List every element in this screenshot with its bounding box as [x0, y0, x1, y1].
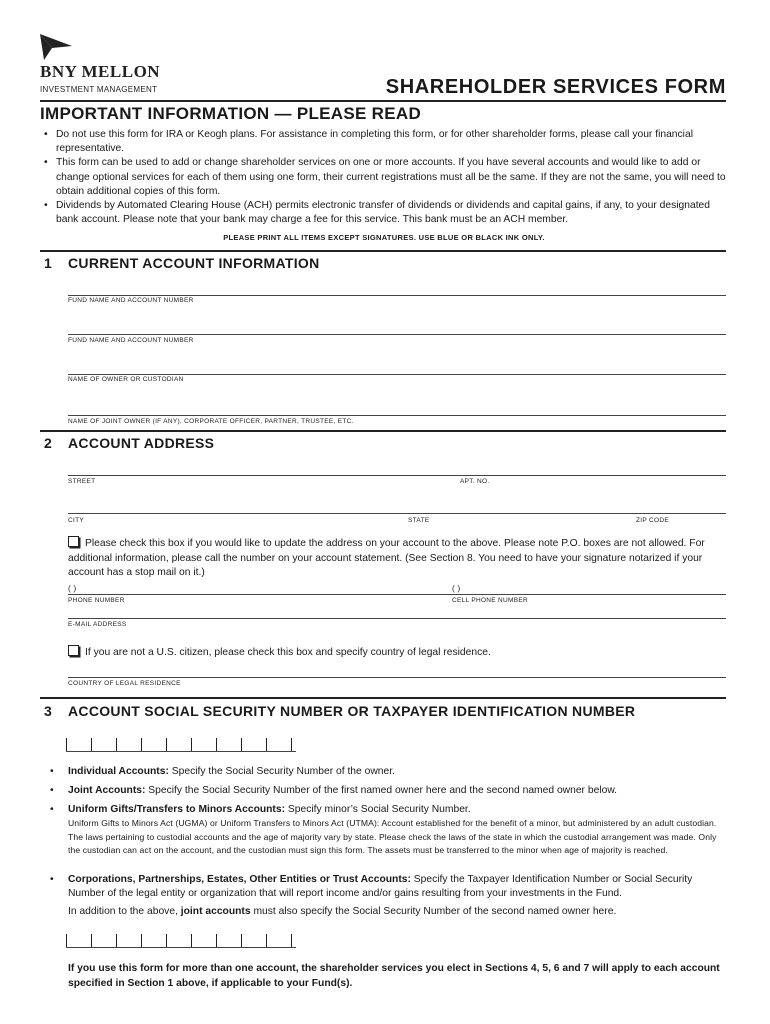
- section2-rule: [40, 430, 726, 432]
- field-label: COUNTRY OF LEGAL RESIDENCE: [68, 680, 181, 687]
- field-label: STREET: [68, 478, 96, 485]
- section3-number: 3: [44, 703, 52, 719]
- owner-name-field[interactable]: [68, 374, 726, 375]
- bullet-text: Specify the Social Security Number of the first named owner here and the second named owner below.: [145, 785, 618, 796]
- field-label: NAME OF OWNER OR CUSTODIAN: [68, 376, 184, 383]
- addl-post: must also specify the Social Security Number of the second named owner here.: [250, 906, 617, 917]
- section1-title: CURRENT ACCOUNT INFORMATION: [68, 255, 320, 271]
- field-label: FUND NAME AND ACCOUNT NUMBER: [68, 337, 194, 344]
- ssn-boxes-2[interactable]: [66, 934, 292, 948]
- important-bullet: • Do not use this form for IRA or Keogh plans. For assistance in completing this form, or for other shareholder forms, please call your financial representative.: [40, 128, 728, 156]
- address-update-text: Please check this box if you would like to update the address on your account to the above. Please note P.O. boxes are not allowed. For additional information, please call the number on your account statement. (See Section 8. You need to have your signature notarized if your account has a stop mail on it.): [68, 538, 705, 578]
- fund-account-1-field[interactable]: [68, 295, 726, 296]
- fund-account-2-field[interactable]: [68, 334, 726, 335]
- bullet-bold: Corporations, Partnerships, Estates, Other Entities or Trust Accounts:: [68, 874, 411, 885]
- section2-title: ACCOUNT ADDRESS: [68, 435, 215, 451]
- ugma-detail: Uniform Gifts to Minors Act (UGMA) or Uniform Transfers to Minors Act (UTMA): Account established for the benefit of a minor, but administered by an adult custodian. The laws pertaining to custodial accounts and the age of majority vary by state. Please check the laws of the state in which the custodial arrangement was made. Only the custodian can act on the account, and the custodian must sign this form. The assets must be transferred to the minor when age of majority is reached.: [68, 818, 717, 855]
- field-label: E-MAIL ADDRESS: [68, 621, 127, 628]
- city-state-zip-field[interactable]: [68, 513, 726, 514]
- country-field[interactable]: [68, 677, 726, 678]
- bullet-joint: • Joint Accounts: Specify the Social Security Number of the first named owner here and the second named owner below.: [50, 785, 618, 796]
- print-note: PLEASE PRINT ALL ITEMS EXCEPT SIGNATURES. USE BLUE OR BLACK INK ONLY.: [223, 233, 545, 242]
- brand-subtitle: INVESTMENT MANAGEMENT: [40, 85, 158, 94]
- address-update-checkbox[interactable]: [68, 536, 79, 547]
- field-label: PHONE NUMBER: [68, 597, 125, 604]
- bullet-ugma: • Uniform Gifts/Transfers to Minors Accounts: Specify minor’s Social Security Number. Uniform Gifts to Minors Act (UGMA) or Uniform Transfers to Minors Act (UTMA): Account established for the benefit of a minor, but administered by an adult custodian. The laws pertaining to custodial accounts and the age of majority vary by state. Please check the laws of the state in which the custodial arrangement was made. Only the custodian can act on the account, and the custodian must sign this form. The assets must be transferred to the minor when age of majority is reached.: [54, 803, 726, 858]
- section3-rule: [40, 697, 726, 699]
- field-label: STATE: [408, 517, 430, 524]
- bullet-corporations: • Corporations, Partnerships, Estates, Other Entities or Trust Accounts: Specify the Taxpayer Identification Number or Social Security Number of the legal entity or organization that will report income and/or gains resulting from your investments in the Fund.: [50, 874, 693, 899]
- bullet-text: Specify the Social Security Number of the owner.: [168, 766, 395, 777]
- citizen-text: If you are not a U.S. citizen, please check this box and specify country of legal residence.: [85, 647, 491, 658]
- field-label: ZIP CODE: [636, 517, 669, 524]
- joint-owner-field[interactable]: [68, 415, 726, 416]
- brand-name: BNY MELLON: [40, 62, 161, 81]
- bullet-text: Specify the Taxpayer Identification Number or Social Security Number of the legal entity or organization that will report income and/or gains resulting from your investments in the Fund.: [68, 874, 693, 899]
- ssn-baseline-1: [66, 751, 296, 752]
- phone-field[interactable]: [68, 594, 726, 595]
- field-label: CELL PHONE NUMBER: [452, 597, 529, 604]
- field-label: APT. NO.: [460, 478, 490, 485]
- section1-rule: [40, 250, 726, 252]
- important-bullet: • Dividends by Automated Clearing House (ACH) permits electronic transfer of dividends or dividends and capital gains, if any, to your designated bank account. Please note that your bank may charge a fee for this service. This bank must be an ACH member.: [40, 199, 728, 227]
- important-bullets: [40, 128, 728, 227]
- addl-pre: In addition to the above,: [68, 906, 181, 917]
- final-note: If you use this form for more than one account, the shareholder services you elect in Sections 4, 5, 6 and 7 will apply to each account specified in Section 1 above, if applicable to your Fund(s).: [68, 963, 720, 989]
- ssn-boxes-1[interactable]: [66, 738, 292, 752]
- email-field[interactable]: [68, 618, 726, 619]
- addl-bold: joint accounts: [180, 906, 251, 917]
- field-label: CITY: [68, 517, 85, 524]
- form-title: SHAREHOLDER SERVICES FORM: [385, 76, 726, 98]
- field-label: FUND NAME AND ACCOUNT NUMBER: [68, 297, 194, 304]
- section3-title: ACCOUNT SOCIAL SECURITY NUMBER OR TAXPAYER IDENTIFICATION NUMBER: [68, 703, 636, 719]
- field-label: NAME OF JOINT OWNER (IF ANY), CORPORATE OFFICER, PARTNER, TRUSTEE, ETC.: [68, 418, 354, 425]
- ssn-baseline-2: [66, 947, 296, 948]
- bny-mellon-logo-icon: [38, 34, 72, 65]
- important-bullet: • This form can be used to add or change shareholder services on one or more accounts. If you have several accounts and would like to add or change optional services for each of them using one form, their current registrations must all be the same. If they are not the same, you will need to obtain additional copies of this form.: [40, 156, 728, 199]
- citizen-checkbox[interactable]: [68, 645, 79, 656]
- bullet-bold: Joint Accounts:: [68, 785, 146, 796]
- bullet-bold: Uniform Gifts/Transfers to Minors Accounts:: [68, 804, 286, 815]
- section2-number: 2: [44, 435, 52, 451]
- header-rule: [40, 100, 726, 102]
- bullet-individual: • Individual Accounts: Specify the Social Security Number of the owner.: [50, 766, 395, 777]
- citizen-row: [68, 645, 728, 661]
- phone-paren: ( ): [68, 584, 77, 593]
- section1-number: 1: [44, 255, 52, 271]
- address-update-row: [68, 536, 728, 581]
- street-field[interactable]: [68, 475, 726, 476]
- joint-additional-note: [68, 905, 728, 920]
- bullet-text: Specify minor’s Social Security Number.: [285, 804, 471, 815]
- cell-paren: ( ): [452, 584, 461, 593]
- important-title: IMPORTANT INFORMATION — PLEASE READ: [40, 104, 422, 123]
- bullet-bold: Individual Accounts:: [68, 766, 169, 777]
